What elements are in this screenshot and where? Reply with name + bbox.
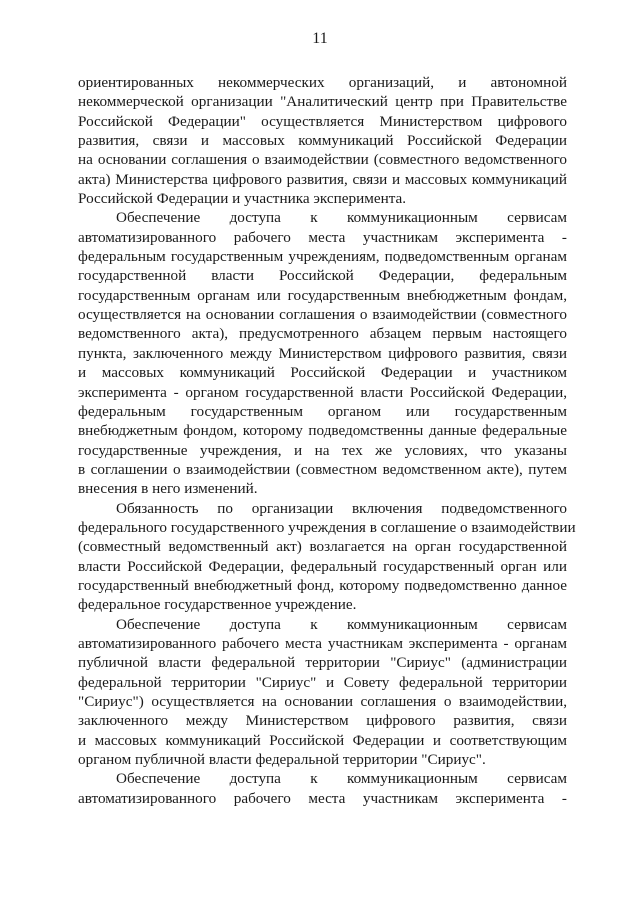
- text-line: государственный внебюджетный фонд, которому подведомственно данное: [78, 576, 567, 594]
- text-line: Российской Федерации и участника эксперимента.: [78, 190, 407, 208]
- text-line: некоммерческой организации "Аналитический центр при Правительстве: [78, 93, 567, 111]
- text-line: осуществляется на основании соглашения о взаимодействии (совместного: [78, 306, 567, 324]
- text-line: Обязанность по организации включения подведомственного: [116, 499, 567, 517]
- text-line: "Сириус") осуществляется на основании соглашения о взаимодействии,: [78, 693, 567, 710]
- text-line: автоматизированного рабочего места участникам эксперимента -: [78, 789, 567, 807]
- text-line: Российской Федерации" осуществляется Министерством цифрового: [78, 112, 567, 130]
- text-line: федеральным государственным органом или государственным: [78, 402, 567, 420]
- text-line: автоматизированного рабочего места участникам эксперимента -: [78, 228, 567, 246]
- text-line: автоматизированного рабочего места участникам эксперимента - органам: [78, 634, 567, 652]
- text-line: государственной власти Российской Федерации, федеральным: [78, 267, 567, 285]
- text-line: в соглашении о взаимодействии (совместном ведомственном акте), путем: [78, 460, 567, 478]
- text-line: акта) Министерства цифрового развития, связи и массовых коммуникаций: [78, 170, 567, 188]
- text-line: федеральное государственное учреждение.: [78, 596, 357, 614]
- paragraph: [78, 73, 567, 208]
- text-line: и массовых коммуникаций Российской Федерации и участником: [78, 364, 567, 382]
- text-line: эксперимента - органом государственной власти Российской Федерации,: [78, 383, 567, 401]
- paragraph: [78, 769, 567, 808]
- text-line: публичной власти федеральной территории "Сириус" (администрации: [78, 654, 567, 672]
- paragraph: [78, 499, 576, 615]
- text-line: ведомственного акта), предусмотренного абзацем первым настоящего: [78, 325, 567, 343]
- text-line: внесения в него изменений.: [78, 480, 258, 498]
- text-line: государственные учреждения, и на тех же условиях, что указаны: [78, 441, 567, 459]
- text-line: развития, связи и массовых коммуникаций Российской Федерации: [78, 132, 567, 150]
- page-number: 11: [312, 30, 328, 47]
- text-line: Обеспечение доступа к коммуникационным сервисам: [116, 615, 567, 633]
- text-line: внебюджетным фондом, которому подведомственны данные федеральные: [78, 422, 567, 440]
- text-line: федеральным государственным учреждениям, подведомственным органам: [78, 248, 567, 266]
- text-line: органом публичной власти федеральной территории "Сириус".: [78, 751, 486, 769]
- text-line: и массовых коммуникаций Российской Федерации и соответствующим: [78, 731, 567, 749]
- text-line: федерального государственного учреждения в соглашение о взаимодействии: [78, 518, 576, 536]
- text-line: заключенного между Министерством цифрового развития, связи: [78, 712, 567, 730]
- text-line: власти Российской Федерации, федеральный государственный орган или: [78, 557, 567, 575]
- text-line: Обеспечение доступа к коммуникационным сервисам: [116, 770, 567, 788]
- text-line: пункта, заключенного между Министерством цифрового развития, связи: [78, 344, 567, 362]
- document-body: [78, 73, 576, 808]
- text-line: на основании соглашения о взаимодействии (совместного ведомственного: [78, 151, 567, 169]
- paragraph: [78, 208, 567, 498]
- paragraph: [78, 615, 567, 770]
- text-line: государственным органам или государственным внебюджетным фондам,: [78, 286, 567, 304]
- text-line: федеральной территории "Сириус" и Совету федеральной территории: [78, 673, 567, 691]
- text-line: Обеспечение доступа к коммуникационным сервисам: [116, 209, 567, 227]
- text-line: ориентированных некоммерческих организаций, и автономной: [78, 74, 567, 91]
- text-line: (совместный ведомственный акт) возлагается на орган государственной: [78, 538, 567, 556]
